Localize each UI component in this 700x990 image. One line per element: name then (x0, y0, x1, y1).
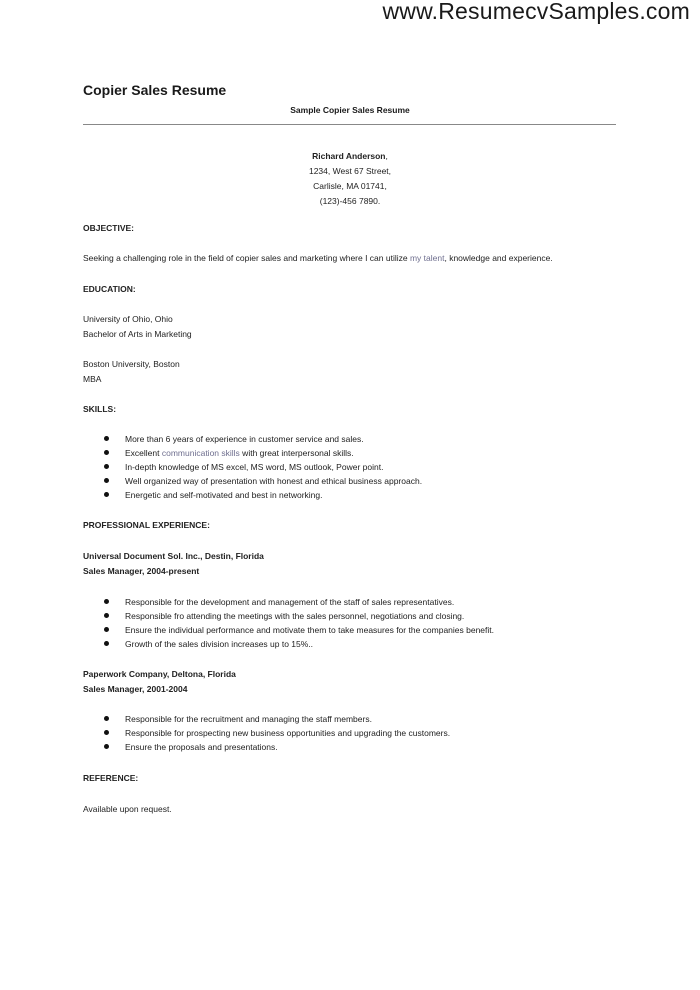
bullet-icon (104, 492, 109, 497)
education-entry (83, 357, 180, 387)
duty-text: Ensure the proposals and presentations. (125, 742, 278, 752)
document-title: Copier Sales Resume (83, 82, 227, 98)
bullet-icon (104, 436, 109, 441)
skills-heading: SKILLS: (83, 404, 117, 414)
skill-text: More than 6 years of experience in customer service and sales. (125, 434, 364, 444)
candidate-name: Richard Anderson (312, 151, 386, 161)
duty-text: Ensure the individual performance and motivate them to take measures for the companies benefit. (125, 625, 495, 635)
objective-text (83, 251, 553, 266)
objective-text-start: Seeking a challenging role in the field of copier sales and marketing where I can utilize (83, 253, 410, 263)
duty-text: Growth of the sales division increases up to 15%.. (125, 639, 314, 649)
bullet-icon (104, 478, 109, 483)
bullet-icon (104, 730, 109, 735)
contact-phone: (123)-456 7890. (319, 196, 381, 206)
skill-text-start: Excellent (125, 448, 162, 458)
bullet-icon (104, 450, 109, 455)
skill-text-end: with great interpersonal skills. (239, 448, 354, 458)
contact-block (0, 149, 700, 209)
education-school: Boston University, Boston (83, 359, 180, 369)
my-talent-link[interactable]: my talent (409, 253, 445, 263)
education-entry (83, 312, 192, 342)
candidate-name-suffix: , (385, 151, 388, 161)
document-subtitle: Sample Copier Sales Resume (290, 105, 410, 115)
duty-text: Responsible for the recruitment and managing the staff members. (125, 714, 372, 724)
job-company (83, 667, 236, 697)
objective-heading: OBJECTIVE: (83, 223, 135, 233)
bullet-icon (104, 599, 109, 604)
title-divider (83, 124, 616, 125)
bullet-icon (104, 716, 109, 721)
skill-text: In-depth knowledge of MS excel, MS word, MS outlook, Power point. (125, 462, 384, 472)
company-name: Universal Document Sol. Inc., Destin, Florida (83, 551, 264, 561)
job-role: Sales Manager, 2001-2004 (83, 684, 188, 694)
education-school: University of Ohio, Ohio (83, 314, 173, 324)
education-heading: EDUCATION: (83, 284, 136, 294)
duty-text: Responsible for the development and management of the staff of sales representatives. (125, 597, 455, 607)
company-name: Paperwork Company, Deltona, Florida (83, 669, 236, 679)
skill-text: Energetic and self-motivated and best in networking. (125, 490, 323, 500)
job-role: Sales Manager, 2004-present (83, 566, 200, 576)
education-degree: MBA (83, 374, 102, 384)
duty-text: Responsible fro attending the meetings with the sales personnel, negotiations and closing. (125, 611, 465, 621)
bullet-icon (104, 613, 109, 618)
bullet-icon (104, 627, 109, 632)
objective-text-end: , knowledge and experience. (444, 253, 553, 263)
reference-heading: REFERENCE: (83, 773, 139, 783)
duty-text: Responsible for prospecting new business opportunities and upgrading the customers. (125, 728, 451, 738)
skill-text: Well organized way of presentation with honest and ethical business approach. (125, 476, 423, 486)
skill-text (125, 446, 354, 460)
bullet-icon (104, 641, 109, 646)
experience-heading: PROFESSIONAL EXPERIENCE: (83, 520, 210, 530)
job-company (83, 549, 264, 579)
reference-text: Available upon request. (83, 804, 172, 814)
bullet-icon (104, 464, 109, 469)
communication-skills-link[interactable]: communication skills (161, 448, 240, 458)
contact-city: Carlisle, MA 01741, (313, 181, 387, 191)
bullet-icon (104, 744, 109, 749)
education-degree: Bachelor of Arts in Marketing (83, 329, 192, 339)
contact-address: 1234, West 67 Street, (308, 166, 392, 176)
site-watermark: www.ResumecvSamples.com (382, 0, 690, 24)
